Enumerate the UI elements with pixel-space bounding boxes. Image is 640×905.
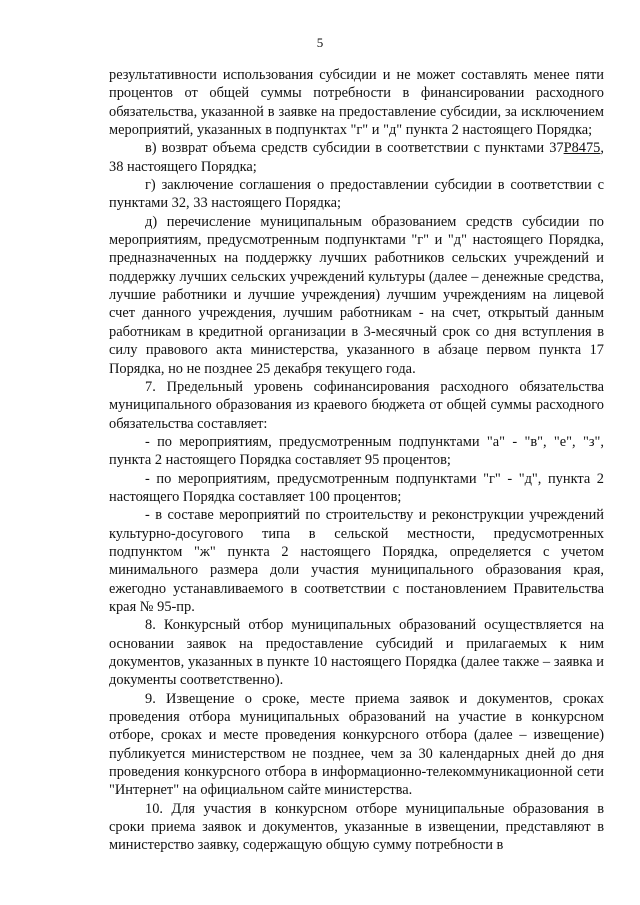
document-body [109, 66, 604, 855]
paragraph-g-agreement: г) заключение соглашения о предоставлении субсидии в соответствии с пунктами 32, 33 настоящего Порядка; [109, 177, 604, 212]
paragraph-7-item-1: - по мероприятиям, предусмотренным подпунктами "а" - "в", "е", "з", пункта 2 настоящего Порядка составляет 95 процентов; [109, 433, 604, 469]
paragraph-reference-link[interactable]: Р8475 [563, 140, 601, 157]
paragraph-7-item-2: - по мероприятиям, предусмотренным подпунктами "г" - "д", пункта 2 настоящего Порядка составляет 100 процентов; [109, 470, 604, 505]
paragraph-v-text-end: , 38 настоящего Порядка; [109, 140, 604, 175]
page-number: 5 [316, 35, 324, 50]
paragraph-continuation: результативности использования субсидии и не может составлять менее пяти процентов от общей суммы потребности в финансировании расходного обязательства, указанной в заявке на предоставление субсидии, за исключением мероприятий, указанных в подпунктах "г" и "д" пункта 2 настоящего Порядка; [109, 67, 604, 139]
paragraph-d-transfer: д) перечисление муниципальным образованием средств субсидии по мероприятиям, предусмотренным подпунктами "г" и "д" настоящего Порядка, предназначенных на поддержку лучших работников сельских учреждений и поддержку лучших сельских учреждений культуры (далее – денежные средства, лучшие работники и лучшие учреждения) лучшим учреждениям на лицевой счет данного учреждения, лучшим работникам - на счет, открытый данным работникам в кредитной организации в 3-месячный срок со дня вступления в силу правового акта министерства, указанного в абзаце первом пункта 17 Порядка, но не позднее 25 декабря текущего года. [109, 213, 604, 377]
paragraph-9-notice: 9. Извещение о сроке, месте приема заявок и документов, сроках проведения отбора муниципальных образований на участие в конкурсном отборе, сроках и месте проведения конкурсного отбора (далее – извещение) публикуется министерством не позднее, чем за 30 календарных дней до дня проведения конкурсного отбора в информационно-телекоммуникационной сети "Интернет" на официальном сайте министерства. [109, 690, 604, 799]
paragraph-7-cofinancing-level: 7. Предельный уровень софинансирования расходного обязательства муниципального образования из краевого бюджета от общей суммы расходного обязательства составляет: [109, 378, 604, 432]
paragraph-8-selection: 8. Конкурсный отбор муниципальных образований осуществляется на основании заявок на предоставление субсидий и прилагаемых к ним документов, указанных в пункте 10 настоящего Порядка (далее также – заявка и документы соответственно). [109, 617, 604, 689]
paragraph-v-subsidy-return [109, 139, 604, 176]
paragraph-10-participation: 10. Для участия в конкурсном отборе муниципальные образования в сроки приема заявок и документов, указанные в извещении, представляют в министерство заявку, содержащую общую сумму потребности в [109, 800, 604, 854]
paragraph-7-item-3: - в составе мероприятий по строительству и реконструкции учреждений культурно-досугового типа в сельской местности, предусмотренных подпунктом "ж" пункта 2 настоящего Порядка, определяется с учетом минимального размера доли участия муниципального образования края, ежегодно устанавливаемого в соответствии с постановлением Правительства края № 95-пр. [109, 507, 604, 615]
paragraph-v-text-start: в) возврат объема средств субсидии в соответствии с пунктами 37 [145, 140, 564, 157]
